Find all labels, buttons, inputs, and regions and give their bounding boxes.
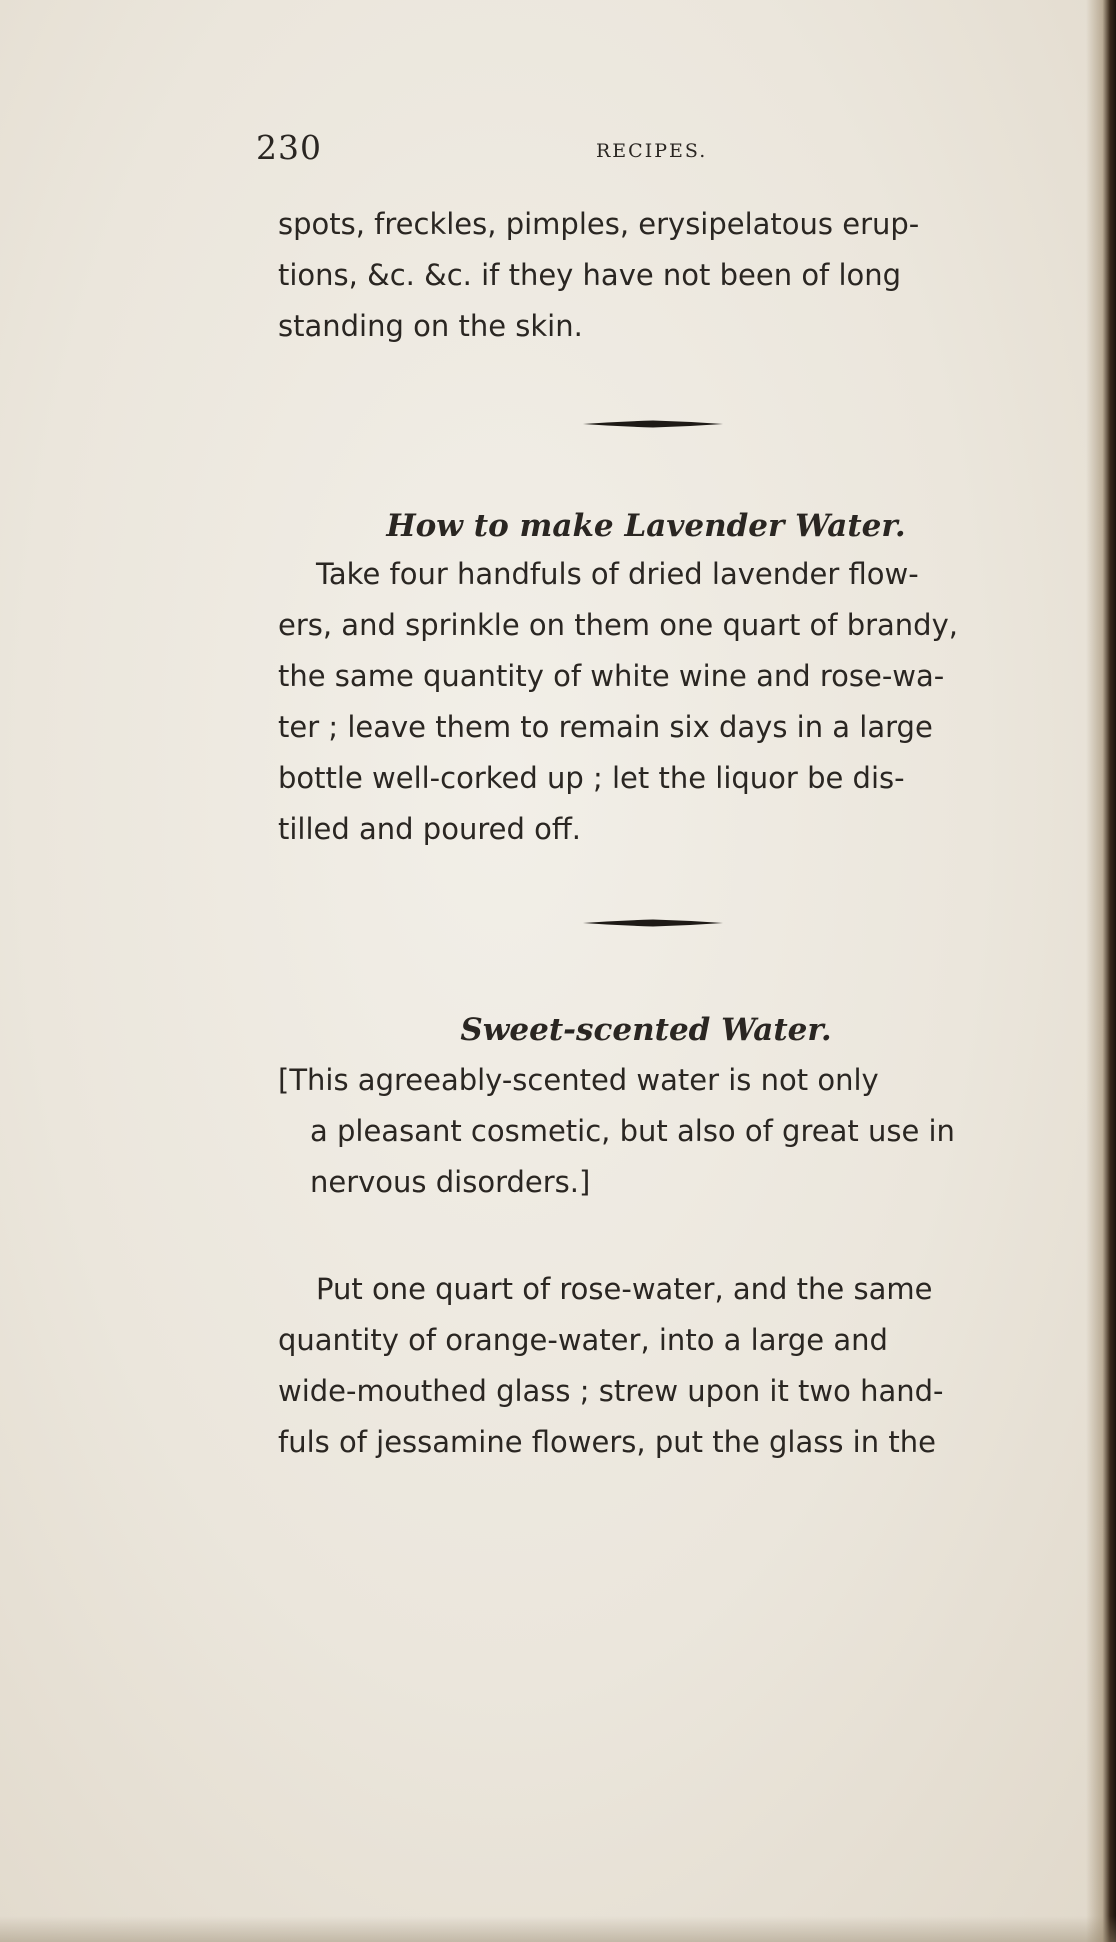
text-line: Put one quart of rose-water, and the same bbox=[316, 1272, 933, 1306]
text-line: standing on the skin. bbox=[278, 309, 583, 343]
ornamental-divider bbox=[583, 420, 723, 428]
page-number: 230 bbox=[256, 128, 322, 167]
page-bottom-edge bbox=[0, 1916, 1116, 1942]
text-line bbox=[278, 207, 1038, 241]
text-line: tions, &c. &c. if they have not been of long bbox=[278, 258, 902, 292]
recipe-title: Sweet-scented Water. bbox=[460, 1012, 832, 1048]
text-line: Take four handfuls of dried lavender flow- bbox=[316, 557, 919, 591]
text-line: bottle well-corked up ; let the liquor be dis- bbox=[278, 761, 905, 795]
note-line: a pleasant cosmetic, but also of great use in bbox=[310, 1114, 955, 1148]
text-line: ter ; leave them to remain six days in a large bbox=[278, 710, 933, 744]
text-line: quantity of orange-water, into a large and bbox=[278, 1323, 888, 1357]
text-line: tilled and poured off. bbox=[278, 812, 582, 846]
running-head: RECIPES. bbox=[596, 140, 708, 162]
text-line-content: spots, freckles, pimples, erysipelatous erup- bbox=[278, 207, 920, 241]
recipe-title: How to make Lavender Water. bbox=[386, 508, 906, 544]
text-line: fuls of jessamine flowers, put the glass in the bbox=[278, 1425, 936, 1459]
text-line: wide-mouthed glass ; strew upon it two hand- bbox=[278, 1374, 944, 1408]
note-line: [This agreeably-scented water is not only bbox=[278, 1063, 879, 1097]
text-line: ers, and sprinkle on them one quart of brandy, bbox=[278, 608, 958, 642]
page-header bbox=[256, 128, 766, 168]
spine-shadow bbox=[1086, 0, 1116, 1942]
note-line: nervous disorders.] bbox=[310, 1165, 591, 1199]
ornamental-divider bbox=[583, 919, 723, 927]
text-line: the same quantity of white wine and rose-wa- bbox=[278, 659, 945, 693]
